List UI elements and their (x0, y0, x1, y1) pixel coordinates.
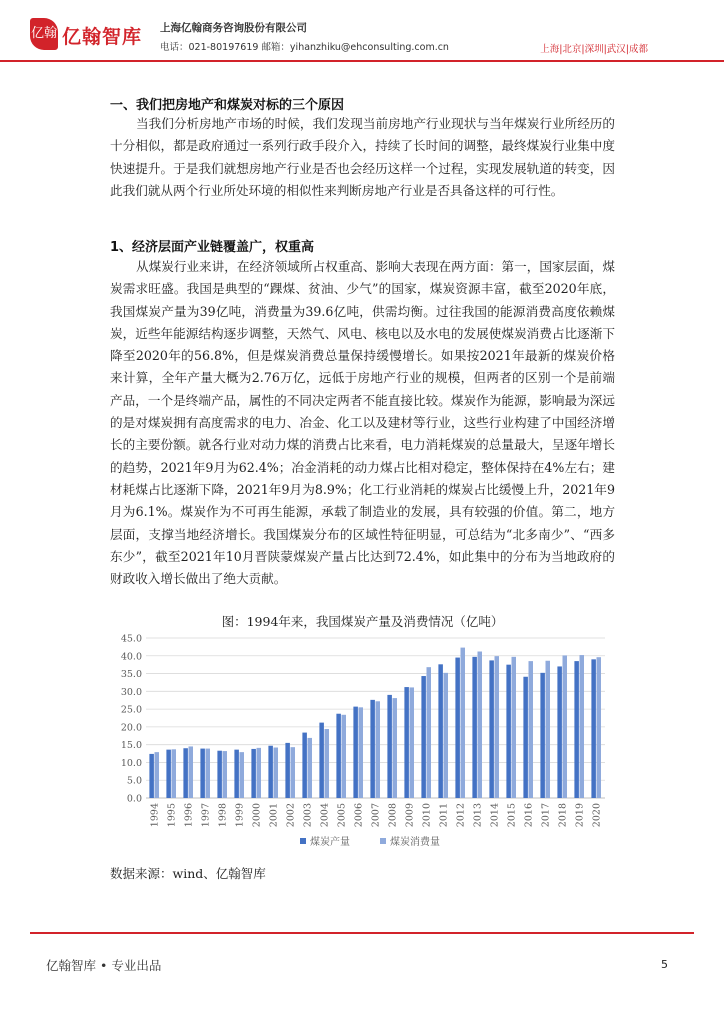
legend-swatch-production (300, 838, 306, 844)
y-tick-label: 20.0 (120, 722, 142, 734)
x-tick-label: 1994 (149, 803, 161, 828)
header-divider (0, 60, 724, 62)
bar-consumption (495, 656, 500, 798)
subsection-title: 1、经济层面产业链覆盖广，权重高 (110, 240, 315, 255)
legend-swatch-consumption (380, 838, 386, 844)
x-tick-label: 2020 (591, 803, 603, 828)
bar-consumption (376, 701, 381, 798)
bar-consumption (597, 657, 602, 798)
y-tick-label: 10.0 (120, 757, 142, 769)
bar-consumption (189, 746, 194, 798)
x-tick-label: 2008 (387, 803, 399, 828)
bar-consumption (359, 707, 364, 798)
logo-text: 亿翰智库 (62, 26, 143, 48)
section-title: 一、我们把房地产和煤炭对标的三个原因 (110, 98, 345, 113)
bar-production (421, 676, 426, 798)
bar-consumption (478, 652, 483, 798)
office-cities: 上海|北京|深圳|武汉|成都 (540, 44, 648, 55)
x-tick-label: 2018 (557, 803, 569, 828)
coal-chart (110, 630, 615, 855)
x-tick-label: 2011 (438, 803, 450, 828)
bar-consumption (512, 657, 517, 798)
body-paragraph: 从煤炭行业来讲，在经济领域所占权重高、影响大表现在两方面：第一，国家层面，煤炭需求旺盛。我国是典型的“踝煤、贫油、少气”的国家，煤炭资源丰富，截至2020年底，我国煤炭产量为39亿吨，消费量为39.6亿吨，供需均衡。过往我国的能源消费高度依赖煤炭，近些年能源结构逐步调整，天然气、风电、核电以及水电的发展使煤炭消费占比逐渐下降至2020年的56.8%，但是煤炭消费总量保持缓慢增长。如果按2021年最新的煤炭价格来计算，全年产量大概为2.76万亿，远低于房地产行业的规模，但两者的区别一个是前端产品，一个是终端产品，属性的不同决定两者不能直接比较。煤炭作为能源，影响最为深远的是对煤炭拥有高度需求的电力、冶金、化工以及建材等行业，这些行业构建了中国经济增长的主要份额。就各行业对动力煤的消费占比来看，电力消耗煤炭的总量最大，呈逐年增长的趋势，2021年9月为62.4%；冶金消耗的动力煤占比相对稳定，整体保持在4%左右；建材耗煤占比逐渐下降，2021年9月为8.9%；化工行业消耗的煤炭占比缓慢上升，2021年9月为6.1%。煤炭作为不可再生能源，承载了制造业的发展，具有较强的价值。第二，地方层面，支撑当地经济增长。我国煤炭分布的区域性特征明显，可总结为“北多南少”、“西多东少”，截至2021年10月晋陕蒙煤炭产量占比达到72.4%，如此集中的分布为当地政府的财政收入增长做出了绝大贡献。 (110, 259, 615, 587)
x-tick-label: 2000 (251, 803, 263, 828)
company-name: 上海亿翰商务咨询股份有限公司 (160, 22, 307, 34)
footer-divider (30, 932, 694, 934)
bar-production (268, 746, 273, 798)
x-tick-label: 2013 (472, 803, 484, 828)
bar-production (472, 657, 477, 798)
x-tick-label: 2019 (574, 803, 586, 828)
bar-production (557, 666, 562, 798)
bar-consumption (291, 747, 296, 798)
bar-consumption (206, 749, 211, 798)
bar-consumption (223, 751, 228, 798)
bar-production (234, 750, 239, 798)
legend-label-production: 煤炭产量 (310, 837, 350, 848)
footer-text: 亿翰智库 • 专业出品 (46, 958, 162, 973)
company-contact: 电话：021-80197619 邮箱：yihanzhiku@ehconsulting.com.cn (160, 42, 449, 53)
bar-consumption (410, 687, 415, 798)
bar-production (540, 673, 545, 798)
x-tick-label: 1997 (200, 803, 212, 828)
bar-production (217, 751, 222, 798)
bar-production (404, 687, 409, 798)
bar-production (438, 664, 443, 798)
bar-production (387, 695, 392, 798)
bar-consumption (563, 655, 568, 798)
bar-production (455, 658, 460, 798)
bar-consumption (257, 748, 262, 798)
x-tick-label: 2002 (285, 803, 297, 828)
x-tick-label: 2012 (455, 803, 467, 828)
bar-consumption (172, 749, 177, 798)
bar-consumption (444, 673, 449, 798)
intro-paragraph: 当我们分析房地产市场的时候，我们发现当前房地产行业现状与当年煤炭行业所经历的十分相似，都是政府通过一系列行政手段介入，持续了长时间的调整，最终煤炭行业集中度快速提升。于是我们就想房地产行业是否也会经历这样一个过程，实现发展轨道的转变，因此我们就从两个行业所处环境的相似性来判断房地产行业是否具备这样的可行性。 (110, 116, 615, 198)
x-tick-label: 2005 (336, 803, 348, 828)
y-tick-label: 15.0 (120, 740, 142, 752)
bar-consumption (461, 648, 466, 798)
bar-production (319, 723, 324, 798)
x-tick-label: 2010 (421, 803, 433, 828)
x-tick-label: 2003 (302, 803, 314, 828)
x-tick-label: 2015 (506, 803, 518, 828)
y-tick-label: 40.0 (120, 651, 142, 663)
source-note: 数据来源：wind、亿翰智库 (110, 866, 266, 881)
bar-production (523, 677, 528, 798)
y-tick-label: 5.0 (126, 775, 142, 787)
bar-production (285, 743, 290, 798)
page-header (0, 0, 724, 62)
bar-consumption (393, 698, 398, 798)
page-number: 5 (661, 958, 668, 971)
x-tick-label: 2004 (319, 803, 331, 828)
bar-consumption (342, 715, 347, 798)
bar-production (336, 714, 341, 798)
x-tick-label: 1995 (166, 803, 178, 828)
bar-production (370, 700, 375, 798)
x-tick-label: 2001 (268, 803, 280, 828)
bar-consumption (325, 729, 330, 798)
y-tick-label: 30.0 (120, 686, 142, 698)
bar-consumption (580, 655, 585, 798)
legend-label-consumption: 煤炭消费量 (390, 837, 440, 848)
bar-production (489, 660, 494, 798)
chart-caption: 图：1994年来，我国煤炭产量及消费情况（亿吨） (221, 614, 504, 629)
x-tick-label: 2017 (540, 803, 552, 828)
bar-production (149, 754, 154, 798)
bar-consumption (155, 752, 160, 798)
x-tick-label: 1998 (217, 803, 229, 828)
y-tick-label: 35.0 (120, 669, 142, 681)
bar-consumption (308, 738, 313, 798)
x-tick-label: 2006 (353, 803, 365, 828)
x-tick-label: 2009 (404, 803, 416, 828)
bar-consumption (427, 667, 432, 798)
y-tick-label: 45.0 (120, 633, 142, 645)
bar-production (200, 749, 205, 798)
bar-production (251, 749, 256, 798)
bar-consumption (240, 752, 245, 798)
x-tick-label: 2014 (489, 803, 501, 828)
bar-consumption (546, 661, 551, 798)
logo-icon: 亿翰 (30, 18, 58, 50)
x-tick-label: 2016 (523, 803, 535, 828)
bar-production (574, 661, 579, 798)
x-tick-label: 2007 (370, 803, 382, 828)
bar-production (302, 733, 307, 798)
bar-production (166, 750, 171, 798)
x-tick-label: 1999 (234, 803, 246, 828)
bar-production (183, 748, 188, 798)
bar-consumption (274, 748, 279, 798)
y-tick-label: 25.0 (120, 704, 142, 716)
bar-production (506, 665, 511, 798)
bar-production (591, 659, 596, 798)
bar-production (353, 707, 358, 798)
bar-consumption (529, 661, 534, 798)
y-tick-label: 0.0 (126, 793, 142, 805)
x-tick-label: 1996 (183, 803, 195, 828)
